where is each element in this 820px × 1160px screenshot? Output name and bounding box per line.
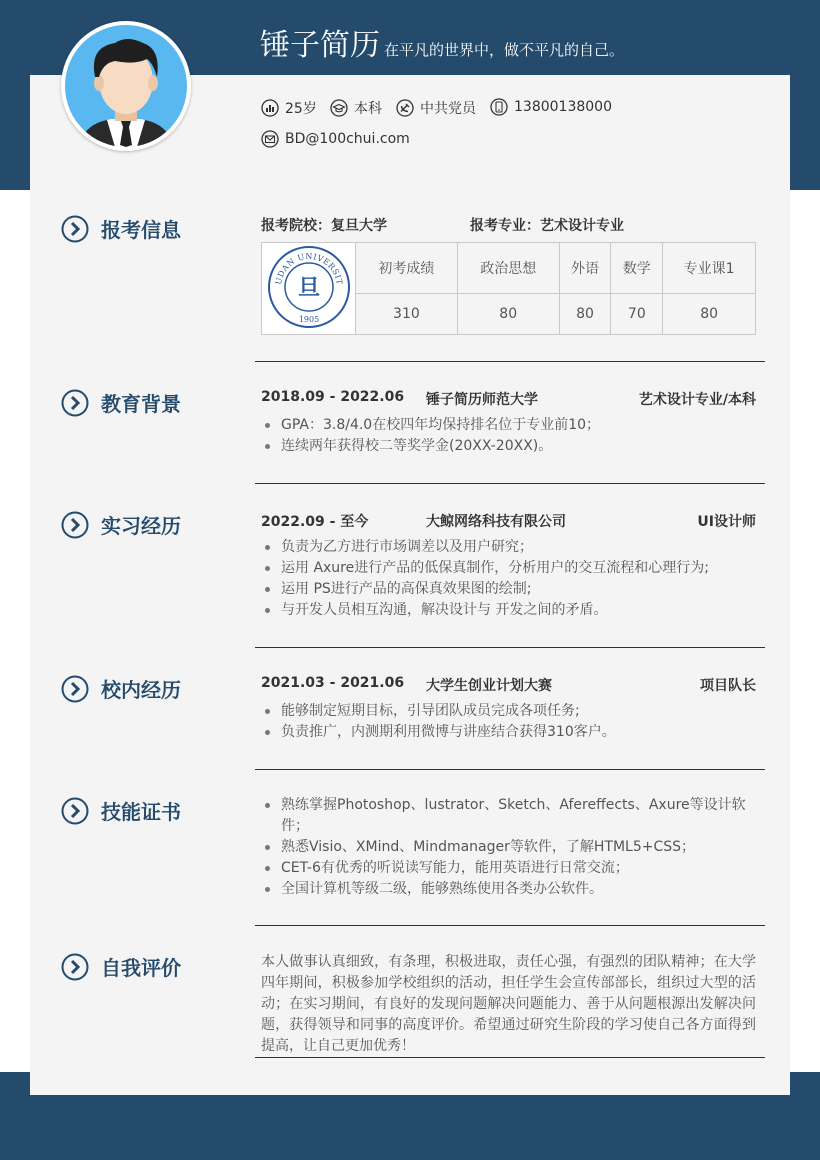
- graduation-cap-icon: [330, 99, 348, 117]
- internship-company: 大鲸网络科技有限公司: [426, 514, 566, 530]
- education-school: 锤子简历师范大学: [426, 392, 538, 408]
- list-item: 全国计算机等级二级，能够熟练使用各类办公软件。: [261, 879, 756, 900]
- list-item: 连续两年获得校二等奖学金(20XX-20XX)。: [261, 436, 756, 457]
- score-value-3: 70: [611, 293, 663, 334]
- degree-info: [330, 98, 382, 118]
- score-value-0: 310: [356, 293, 458, 334]
- list-item: 运用 PS进行产品的高保真效果图的绘制;: [261, 579, 756, 600]
- degree: 本科: [354, 101, 382, 117]
- self-evaluation-text: 本人做事认真细致，有条理，积极进取，责任心强，有强烈的团队精神；在大学四年期间，积极参加学校组织的活动，担任学生会宣传部部长，组织过大型的活动；在实习期间，有良好的发现问题解决问题能力、善于从问题根源出发解决问题，获得领导和同事的高度评价。希望通过研究生阶段的学习使自己各方面得到提高，让自己更加优秀！: [261, 954, 756, 1054]
- internship-list: [261, 537, 756, 621]
- education-date: 2018.09 - 2022.06: [261, 389, 405, 405]
- education-content: [261, 389, 756, 457]
- motto: 在平凡的世界中，做不平凡的自己。: [384, 41, 625, 59]
- campus-date: 2021.03 - 2021.06: [261, 675, 405, 691]
- university-logo-cell: [262, 243, 356, 335]
- internship-content: [261, 511, 756, 621]
- divider: [255, 647, 765, 648]
- score-value-1: 80: [457, 293, 559, 334]
- list-item: 熟悉Visio、XMind、Mindmanager等软件，了解HTML5+CSS；: [261, 837, 756, 858]
- list-item: CET-6有优秀的听说读写能力，能用英语进行日常交流；: [261, 858, 756, 879]
- section-header-self: [61, 952, 181, 981]
- skills-list: [261, 795, 756, 900]
- chevron-right-icon: [61, 953, 89, 981]
- logo-year: 1905: [298, 314, 319, 324]
- list-item: 负责推广，内测期利用微博与讲座结合获得310客户。: [261, 722, 756, 743]
- chart-icon: [261, 99, 279, 117]
- resume-title: [260, 28, 624, 68]
- section-title-education: 教育背景: [101, 392, 181, 416]
- campus-event: 大学生创业计划大赛: [426, 678, 552, 694]
- exam-target: [261, 215, 756, 235]
- chevron-right-icon: [61, 797, 89, 825]
- list-item: 负责为乙方进行市场调差以及用户研究；: [261, 537, 756, 558]
- score-header-1: 政治思想: [457, 243, 559, 294]
- score-value-4: 80: [663, 293, 756, 334]
- politics: 中共党员: [420, 101, 476, 117]
- section-header-internship: [61, 510, 181, 539]
- campus-list: [261, 701, 756, 743]
- politics-info: [396, 98, 476, 118]
- age-info: [261, 98, 317, 118]
- section-title-skills: 技能证书: [101, 800, 181, 824]
- campus-content: [261, 675, 756, 743]
- logo-top-text: UDAN UNIVERSIT: [273, 251, 344, 286]
- university-logo-icon: [267, 245, 351, 329]
- chevron-right-icon: [61, 215, 89, 243]
- svg-text:旦: 旦: [297, 274, 320, 301]
- score-header-0: 初考成绩: [356, 243, 458, 294]
- phone-info: [490, 98, 612, 116]
- score-header-4: 专业课1: [663, 243, 756, 294]
- avatar-icon: [65, 25, 187, 147]
- phone[interactable]: 13800138000: [514, 99, 612, 115]
- score-header-3: 数学: [611, 243, 663, 294]
- age: 25岁: [285, 101, 317, 117]
- party-emblem-icon: [396, 99, 414, 117]
- section-header-campus: [61, 674, 181, 703]
- section-header-exam: [61, 214, 181, 243]
- list-item: GPA：3.8/4.0在校四年均保持排名位于专业前10；: [261, 415, 756, 436]
- list-item: 能够制定短期目标，引导团队成员完成各项任务;: [261, 701, 756, 722]
- education-major: 艺术设计专业/本科: [638, 392, 756, 408]
- divider: [255, 925, 765, 926]
- section-title-exam: 报考信息: [101, 218, 181, 242]
- list-item: 运用 Axure进行产品的低保真制作，分析用户的交互流程和心理行为;: [261, 558, 756, 579]
- phone-icon: [490, 98, 508, 116]
- skills-content: [261, 789, 756, 900]
- chevron-right-icon: [61, 511, 89, 539]
- avatar: [61, 21, 191, 151]
- list-item: 与开发人员相互沟通，解决设计与 开发之间的矛盾。: [261, 600, 756, 621]
- divider: [255, 1057, 765, 1058]
- chevron-right-icon: [61, 675, 89, 703]
- target-school: 报考院校：复旦大学: [261, 218, 387, 234]
- divider: [255, 361, 765, 362]
- email[interactable]: BD@100chui.com: [285, 131, 410, 147]
- internship-role: UI设计师: [697, 514, 756, 530]
- section-title-internship: 实习经历: [101, 514, 181, 538]
- divider: [255, 483, 765, 484]
- section-header-skills: [61, 796, 181, 825]
- email-info: [261, 130, 410, 148]
- section-title-campus: 校内经历: [101, 678, 181, 702]
- section-title-self: 自我评价: [101, 956, 181, 980]
- campus-role: 项目队长: [700, 678, 756, 694]
- chevron-right-icon: [61, 389, 89, 417]
- score-value-2: 80: [559, 293, 611, 334]
- section-header-education: [61, 388, 181, 417]
- target-major: 报考专业：艺术设计专业: [470, 218, 624, 234]
- resume-name: 锤子简历: [260, 28, 380, 63]
- list-item: 熟练掌握Photoshop、lustrator、Sketch、Afereffects、Axure等设计软件；: [261, 795, 756, 837]
- score-table: [261, 242, 756, 335]
- divider: [255, 769, 765, 770]
- education-list: [261, 415, 756, 457]
- internship-date: 2022.09 - 至今: [261, 514, 369, 530]
- score-header-2: 外语: [559, 243, 611, 294]
- mail-icon: [261, 130, 279, 148]
